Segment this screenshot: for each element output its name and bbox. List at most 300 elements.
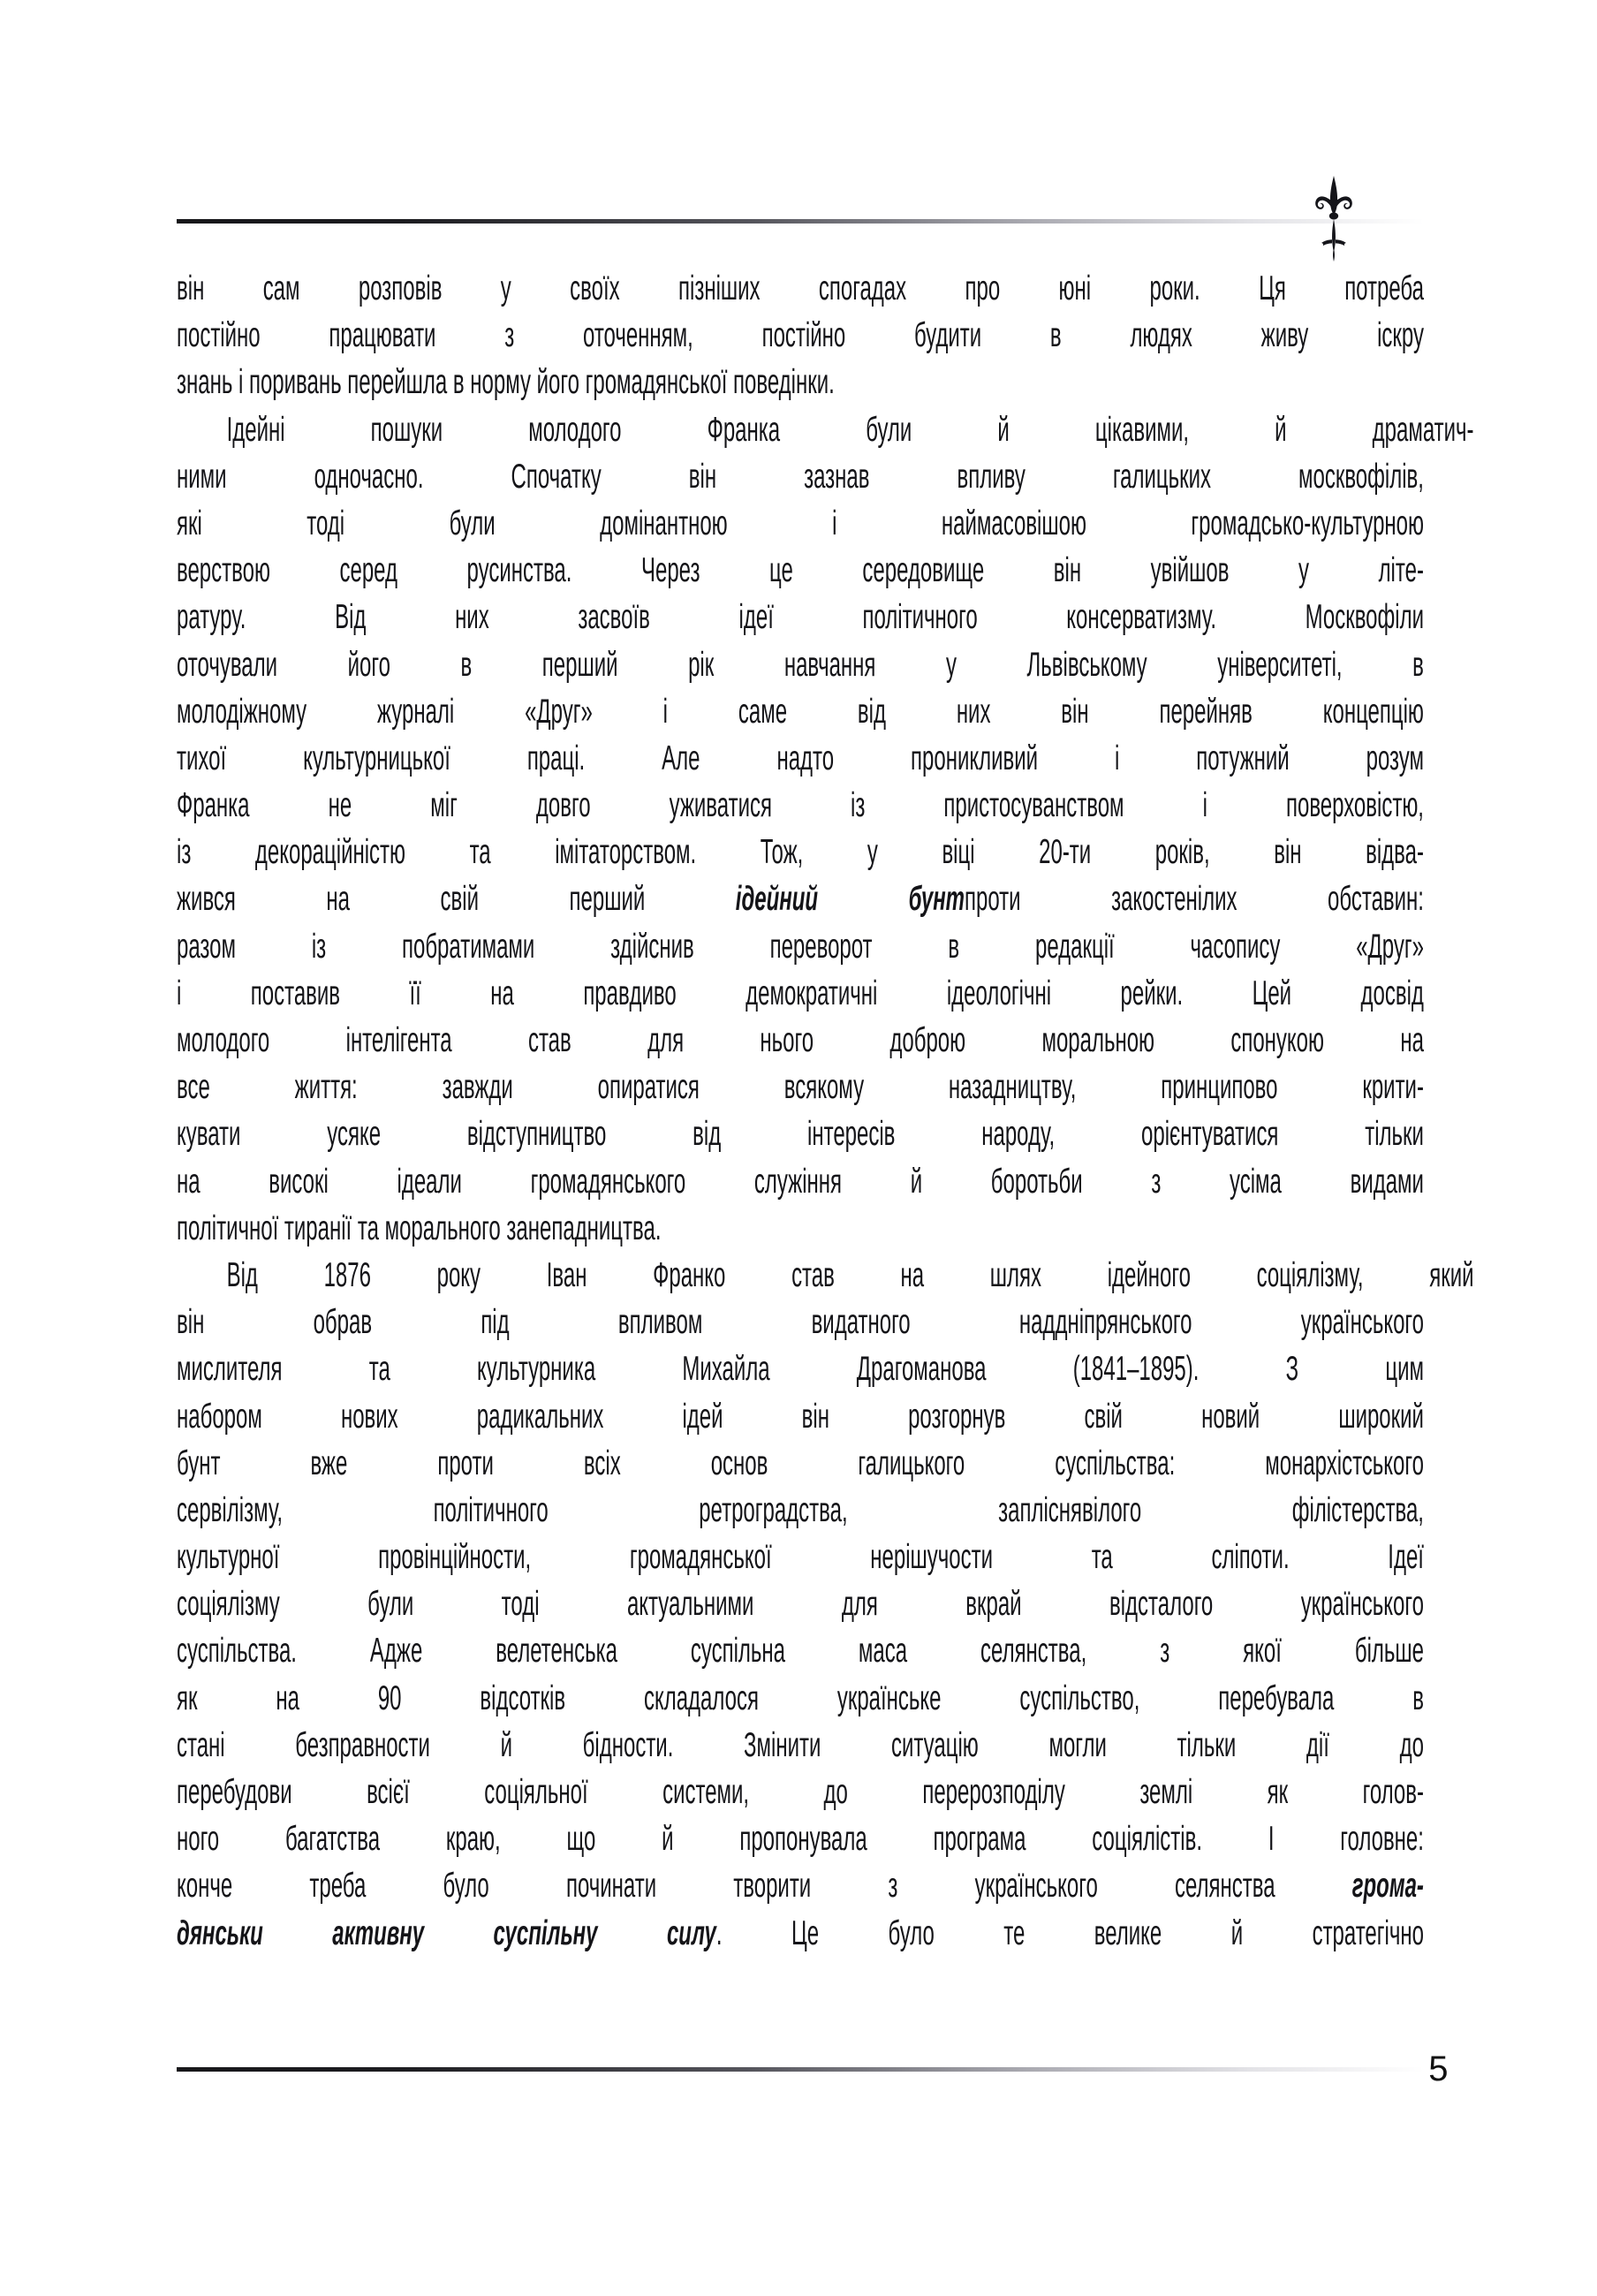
text-line-inner (177, 1252, 1474, 1299)
text-line-inner (177, 1580, 1424, 1627)
text-line (177, 1393, 1424, 1440)
text-word: видатного (811, 1303, 911, 1342)
text-word: в (948, 927, 960, 966)
text-word: ними (177, 457, 227, 496)
text-word: довго (535, 786, 591, 825)
text-word: народу, (981, 1115, 1056, 1154)
text-word: українського (974, 1867, 1098, 1906)
emphasis-text: суспільну (493, 1913, 598, 1952)
text-word: політичного (433, 1490, 549, 1529)
text-word: були (449, 504, 496, 542)
text-word: тоді (307, 504, 345, 542)
text-word: із (311, 927, 327, 966)
text-word: бунтпроти (908, 880, 1021, 919)
text-word: не (328, 786, 352, 825)
text-word: пристосуванством (943, 786, 1124, 825)
text-word: та (469, 833, 491, 872)
text-word (494, 1910, 598, 1957)
text-word: 20-ти (1039, 833, 1092, 872)
text-word: Драгоманова (856, 1350, 987, 1389)
text-word: те (1003, 1913, 1026, 1952)
text-word: нових (340, 1397, 398, 1436)
text-line (177, 923, 1424, 970)
text-line (177, 782, 1424, 829)
text-word: зазнав (804, 457, 870, 496)
text-word: провінційности, (378, 1538, 532, 1577)
text-word: праці. (526, 739, 586, 777)
text-word: тільки (1177, 1725, 1237, 1764)
text-line (177, 1205, 1424, 1252)
text-word: Цей (1252, 974, 1292, 1012)
text-word: на (177, 1162, 201, 1201)
text-word: разом (177, 927, 236, 966)
text-word: і (1114, 739, 1120, 777)
text-line (177, 1627, 1424, 1674)
text-word: більше (1354, 1632, 1424, 1671)
text-line (177, 1440, 1424, 1487)
text-line-inner (177, 1722, 1424, 1769)
text-word: наймасовішою (941, 504, 1086, 542)
text-word: перший (541, 645, 618, 684)
text-word: новий (1201, 1397, 1260, 1436)
text-word: наддніпрянського (1018, 1303, 1192, 1342)
text-word: 90 (377, 1678, 402, 1717)
text-word: (1841–1895). (1072, 1350, 1200, 1389)
text-word: Спочатку (511, 457, 602, 496)
text-line (177, 594, 1424, 640)
text-line-inner (177, 1440, 1424, 1487)
text-word: відступництво (466, 1115, 607, 1154)
text-word: кувати (177, 1115, 241, 1154)
text-word: маса (858, 1632, 908, 1671)
text-word: пропонувала (739, 1820, 867, 1859)
text-word: українське (836, 1678, 942, 1717)
text-word: основ (710, 1444, 768, 1482)
text-word: назадництву, (948, 1068, 1077, 1107)
text-word: були (367, 1585, 414, 1624)
text-line (177, 1017, 1424, 1064)
text-word: років, (1154, 833, 1210, 872)
emphasis-text: дянськи (177, 1913, 263, 1952)
text-line-inner (177, 500, 1424, 547)
text-word: проникливий (911, 739, 1039, 777)
text-word: було (443, 1867, 489, 1906)
text-word: увійшов (1150, 551, 1230, 590)
text-word: Це (791, 1913, 820, 1952)
text-word: українського (1300, 1585, 1424, 1624)
text-word: філістерства, (1291, 1490, 1424, 1529)
text-line (177, 359, 1424, 405)
text-word: культурника (477, 1350, 596, 1389)
text-word: до (1399, 1725, 1424, 1764)
text-word: засвоїв (578, 598, 650, 637)
text-word: він (1053, 551, 1082, 590)
text-word: Львівському (1026, 645, 1147, 684)
text-word: галицьких (1112, 457, 1211, 496)
text-line (177, 1487, 1424, 1534)
text-word: громадянського (530, 1162, 686, 1201)
text-word: концепцію (1322, 692, 1424, 731)
text-word: «Друг» (525, 692, 593, 731)
text-word: тільки (1365, 1115, 1424, 1154)
text-word: них (956, 692, 991, 731)
text-word: ідеали (397, 1162, 462, 1201)
text-word: Михайла (682, 1350, 770, 1389)
text-word: переворот (769, 927, 873, 966)
text-word: починати (565, 1867, 657, 1906)
text-word: сам (262, 269, 300, 307)
text-word: соціялістів. (1092, 1820, 1202, 1859)
text-word: року (436, 1255, 481, 1294)
text-line (177, 1064, 1424, 1110)
text-word: потреба (1344, 269, 1424, 307)
text-word: та (368, 1350, 390, 1389)
text-word: демократичні (746, 974, 878, 1012)
text-word: Ідеї (1388, 1538, 1424, 1577)
text-word: на (900, 1255, 925, 1294)
text-word: перерозподілу (922, 1773, 1065, 1811)
text-word: впливу (957, 457, 1026, 496)
text-word: на (326, 880, 351, 919)
text-word: тихої (177, 739, 227, 777)
text-word: досвід (1360, 974, 1424, 1012)
text-line-inner (177, 970, 1424, 1017)
text-word: відва- (1366, 833, 1424, 872)
emphasis-text: грома- (1351, 1867, 1424, 1906)
text-word: видами (1350, 1162, 1424, 1201)
text-line-inner (177, 1110, 1424, 1157)
text-word: творити (733, 1867, 812, 1906)
text-word: жився (177, 880, 236, 919)
text-word: впливом (617, 1303, 703, 1342)
text-line (177, 970, 1424, 1017)
text-word: з (1151, 1162, 1162, 1201)
text-word: віці (942, 833, 975, 872)
text-word: здійснив (610, 927, 694, 966)
text-word: поверховістю, (1286, 786, 1424, 825)
text-word: соціяльної (484, 1773, 588, 1811)
emphasis-text: ідейний (735, 880, 819, 919)
text-word: спогадах (818, 269, 907, 307)
text-word: нерішучости (870, 1538, 994, 1577)
text-line (177, 1862, 1424, 1909)
text-word: свій (440, 880, 480, 919)
text-line (177, 829, 1424, 875)
text-word: ного (177, 1820, 220, 1859)
text-word: як (177, 1678, 198, 1717)
text-word: на (276, 1678, 299, 1717)
text-word: на (1400, 1021, 1424, 1059)
text-line-inner (177, 1345, 1424, 1392)
text-word: саме (738, 692, 788, 731)
text-word: було (888, 1913, 935, 1952)
text-line-inner (177, 735, 1424, 782)
text-word: боротьби (990, 1162, 1083, 1201)
text-word: суспільства: (1055, 1444, 1176, 1482)
text-word: він (1274, 833, 1302, 872)
text-word: велетенська (496, 1632, 617, 1671)
text-word: крити- (1362, 1068, 1424, 1107)
text-word: рік (688, 645, 715, 684)
text-line (177, 641, 1424, 688)
text-word: громадсько-культурною (1191, 504, 1424, 542)
text-word: орієнтуватися (1141, 1115, 1279, 1154)
text-line-inner (177, 1769, 1424, 1815)
text-word: від (857, 692, 886, 731)
text-word: міг (430, 786, 458, 825)
text-word: моральною (1041, 1021, 1155, 1059)
text-word: ідей (682, 1397, 723, 1436)
text-word: розгорнув (908, 1397, 1006, 1436)
text-word: культурної (177, 1538, 280, 1577)
text-word: землі (1139, 1773, 1193, 1811)
text-word: в (460, 645, 473, 684)
text-word: служіння (753, 1162, 843, 1201)
text-word: 1876 (323, 1255, 371, 1294)
text-word: з (504, 316, 515, 355)
text-word: монархістського (1265, 1444, 1424, 1482)
fleur-de-lis-ornament (1307, 170, 1360, 268)
text-word: рейки. (1120, 974, 1184, 1012)
text-word: ідеї (738, 598, 774, 637)
text-word: селянства, (980, 1632, 1087, 1671)
text-word: правдиво (583, 974, 677, 1012)
text-line-inner (177, 1064, 1424, 1110)
text-word: у (1298, 551, 1309, 590)
text-word: він (1061, 692, 1089, 731)
text-word: редакції (1034, 927, 1115, 966)
text-word: високі (269, 1162, 329, 1201)
text-word: інтересів (807, 1115, 896, 1154)
text-word (1352, 1862, 1424, 1909)
text-word: із (851, 786, 866, 825)
text-word: всіх (583, 1444, 621, 1482)
text-word: який (1429, 1255, 1474, 1294)
text-line-inner (177, 453, 1424, 500)
text-word: системи, (662, 1773, 750, 1811)
text-word: соціялізму, (1256, 1255, 1364, 1294)
text-line-inner (177, 1815, 1424, 1862)
text-word: радикальних (476, 1397, 604, 1436)
text-line-inner (177, 1862, 1424, 1909)
text-word: на (490, 974, 514, 1012)
text-word: оточували (177, 645, 278, 684)
text-word: ретроградства, (699, 1490, 848, 1529)
text-line-inner (177, 406, 1474, 453)
text-word: побратимами (401, 927, 535, 966)
body-text-column (177, 265, 1474, 1957)
header-rule (177, 219, 1424, 224)
text-word: Москвофіли (1305, 598, 1424, 637)
text-word: багатства (284, 1820, 381, 1859)
text-word: опиратися (597, 1068, 700, 1107)
text-word: запліснявілого (998, 1490, 1142, 1529)
text-word: з (888, 1867, 898, 1906)
text-word: потужний (1196, 739, 1290, 777)
text-word: доброю (889, 1021, 966, 1059)
text-word: середовище (862, 551, 985, 590)
text-line (177, 547, 1424, 594)
text-word: із (177, 833, 192, 872)
text-word: велике (1094, 1913, 1162, 1952)
text-word: з (1160, 1632, 1170, 1671)
text-word: якої (1243, 1632, 1282, 1671)
text-word: голов- (1362, 1773, 1424, 1811)
text-word: будити (913, 316, 982, 355)
text-word: русинства. (466, 551, 572, 590)
text-word: бунт (177, 1444, 221, 1482)
text-word: краю, (445, 1820, 501, 1859)
text-line-inner (177, 923, 1424, 970)
text-word: перейняв (1159, 692, 1253, 731)
text-word: й (1275, 410, 1287, 449)
text-word: пошуки (370, 410, 443, 449)
text-line-inner (177, 1675, 1424, 1722)
text-word: й (1230, 1913, 1244, 1952)
text-word: все (177, 1068, 210, 1107)
text-word: у (500, 269, 511, 307)
text-line (177, 1252, 1474, 1299)
text-word: соціялізму (177, 1585, 280, 1624)
text-word: Змінити (744, 1725, 821, 1764)
emphasis-text: силу (666, 1913, 716, 1952)
text-word: розповів (358, 269, 443, 307)
text-word: людях (1130, 316, 1192, 355)
text-word: Франко (653, 1255, 726, 1294)
text-word: обставин: (1328, 880, 1424, 919)
text-word: став (527, 1021, 571, 1059)
text-word: це (769, 551, 793, 590)
text-word: Від (226, 1255, 258, 1294)
text-word: в (1412, 645, 1424, 684)
text-line (177, 875, 1424, 922)
text-line (177, 1345, 1424, 1392)
text-word: від (693, 1115, 722, 1154)
text-word: суспільна (690, 1632, 785, 1671)
text-word: розум (1366, 739, 1424, 777)
text-word: культурницької (303, 739, 450, 777)
text-line (177, 688, 1424, 735)
text-word: верствою (177, 551, 270, 590)
text-word: в (1049, 316, 1062, 355)
text-word: Адже (369, 1632, 423, 1671)
text-word: них (455, 598, 489, 637)
text-line (177, 1769, 1424, 1815)
text-word: він (177, 269, 205, 307)
text-word: вже (310, 1444, 348, 1482)
text-word: конче (177, 1867, 233, 1906)
text-word: у (945, 645, 957, 684)
text-word: Ідейні (226, 410, 285, 449)
text-word: політичного (862, 598, 978, 637)
emphasis-text: бунт (908, 880, 965, 919)
text-word: консерватизму. (1066, 598, 1216, 637)
text-line (177, 1299, 1424, 1345)
text-line-inner (177, 1158, 1424, 1205)
text-word: й (662, 1820, 674, 1859)
text-word: програма (933, 1820, 1026, 1859)
text-word: усіма (1230, 1162, 1282, 1201)
text-line-inner (177, 1534, 1424, 1580)
text-word: широкий (1338, 1397, 1424, 1436)
text-word: у (867, 833, 878, 872)
text-word: молодого (177, 1021, 270, 1059)
text-word: головне: (1340, 1820, 1424, 1859)
text-line-inner (177, 875, 1424, 922)
text-line (177, 312, 1424, 359)
text-word: навчання (783, 645, 876, 684)
text-word: перебудови (177, 1773, 292, 1811)
text-line (177, 500, 1424, 547)
text-line (177, 406, 1474, 453)
text-word: могли (1048, 1725, 1107, 1764)
text-word: він (801, 1397, 829, 1436)
text-word: ідейного (1107, 1255, 1191, 1294)
text-word: надто (776, 739, 835, 777)
text-word: тоді (501, 1585, 540, 1624)
text-word: пізніших (678, 269, 761, 307)
text-line (177, 1815, 1424, 1862)
text-word: серед (339, 551, 397, 590)
text-word: під (481, 1303, 510, 1342)
text-word: постійно (761, 316, 846, 355)
text-word: спонукою (1230, 1021, 1325, 1059)
text-word: й (997, 410, 1010, 449)
text-word: З (1285, 1350, 1299, 1389)
text-word: суспільства. (177, 1632, 297, 1671)
text-word: відсотків (480, 1678, 566, 1717)
text-word: і (177, 974, 182, 1012)
text-line (177, 1580, 1424, 1627)
text-line-inner (177, 1393, 1424, 1440)
text-word: треба (309, 1867, 367, 1906)
text-word: Іван (546, 1255, 587, 1294)
text-word: оточенням, (583, 316, 693, 355)
text-word: проти (437, 1444, 494, 1482)
text-word: стратегічно (1312, 1913, 1424, 1952)
text-word: як (1267, 1773, 1289, 1811)
text-word: для (841, 1585, 878, 1624)
text-line (177, 1534, 1424, 1580)
text-word: шлях (989, 1255, 1042, 1294)
text-word: і (1202, 786, 1207, 825)
text-word: завжди (442, 1068, 513, 1107)
text-word: іскру (1377, 316, 1424, 355)
text-line-inner (177, 1910, 1424, 1957)
text-word: вкрай (965, 1585, 1022, 1624)
text-word: він (177, 1303, 205, 1342)
text-word: обрав (313, 1303, 373, 1342)
text-word: літе- (1378, 551, 1424, 590)
text-word: москвофілів, (1298, 457, 1424, 496)
text-line (177, 1675, 1424, 1722)
text-word: став (791, 1255, 835, 1294)
text-word: декораційністю (254, 833, 406, 872)
text-line-inner (177, 265, 1424, 312)
text-word: закостенілих (1111, 880, 1237, 919)
text-word: силу. (666, 1913, 723, 1952)
text-word: юні (1058, 269, 1092, 307)
text-line (177, 1722, 1424, 1769)
text-word: молодого (528, 410, 622, 449)
text-word: складалося (643, 1678, 759, 1717)
text-word: домінантною (600, 504, 728, 542)
text-word: своїх (570, 269, 620, 307)
text-line (177, 1110, 1424, 1157)
page-number: 5 (1428, 2050, 1449, 2088)
text-word: принципово (1161, 1068, 1278, 1107)
text-line-inner (177, 594, 1424, 640)
